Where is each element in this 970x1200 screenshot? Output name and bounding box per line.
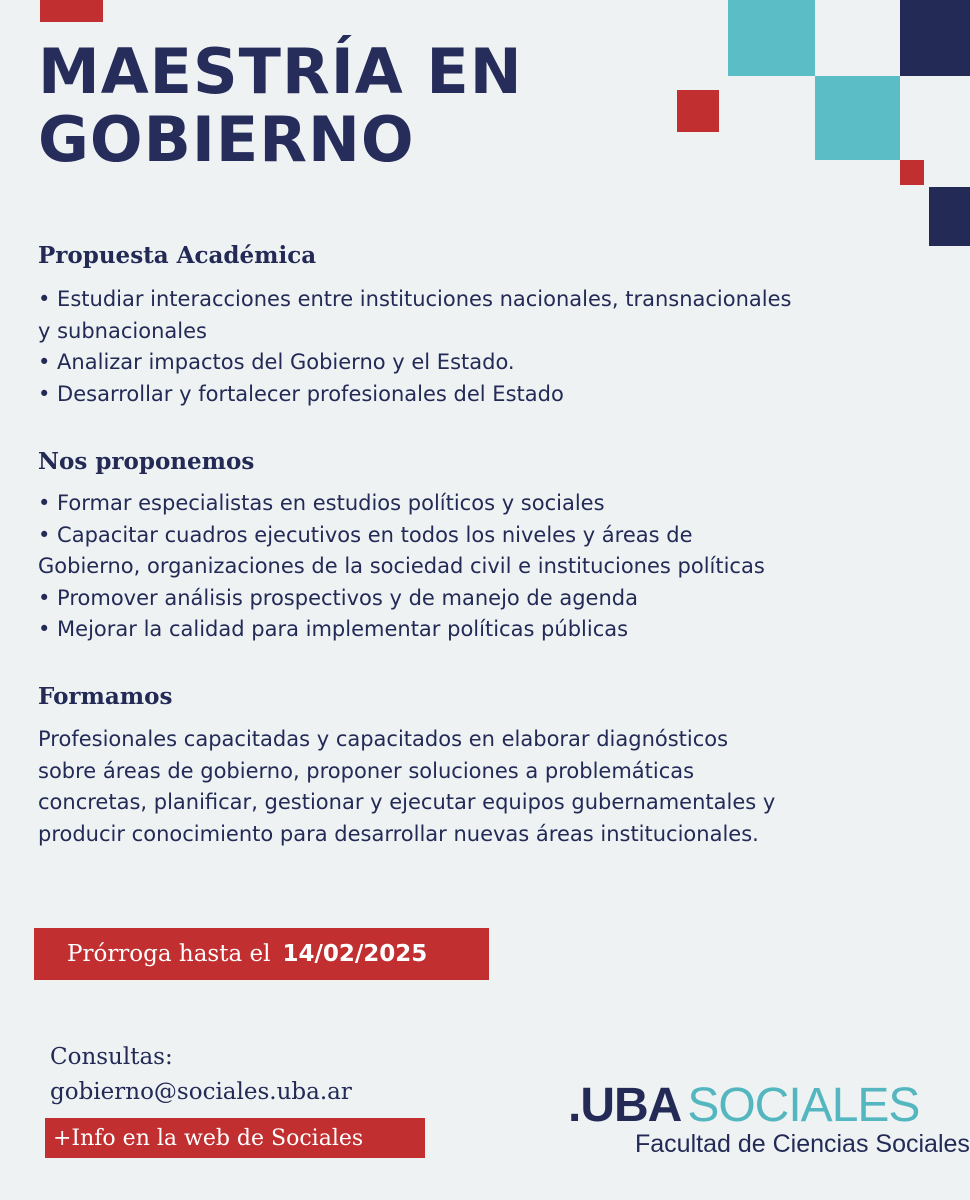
deadline-banner [34,928,489,980]
uba-sociales-logo [568,1078,919,1133]
more-info-button[interactable]: +Info en la web de Sociales [45,1118,425,1158]
heading-nos-proponemos: Nos proponemos [38,448,255,475]
decor-square-red-small [900,160,924,185]
list-item: • Capacitar cuadros ejecutivos en todos los niveles y áreas de [38,522,693,547]
decor-square-navy-1 [900,0,970,76]
list-item: • Promover análisis prospectivos y de manejo de agenda [38,585,638,610]
propuesta-list [38,284,791,410]
decor-square-red-top [40,0,103,22]
heading-propuesta: Propuesta Académica [38,242,317,269]
paragraph-line: sobre áreas de gobierno, proponer soluciones a problemáticas [38,758,695,783]
list-item: • Formar especialistas en estudios políticos y sociales [38,491,605,515]
list-item: • Desarrollar y fortalecer profesionales del Estado [38,381,564,406]
logo-uba-text: .UBA [568,1079,682,1132]
formamos-paragraph [38,724,775,850]
list-item: y subnacionales [38,318,207,343]
decor-square-navy-2 [929,187,970,246]
contact-label: Consultas: [50,1044,173,1070]
decor-square-red-mid [677,90,719,132]
list-item: Gobierno, organizaciones de la sociedad civil e instituciones políticas [38,554,765,578]
paragraph-line: concretas, planificar, gestionar y ejecutar equipos gubernamentales y [38,790,776,814]
title-line-2: GOBIERNO [38,103,415,176]
contact-email-link[interactable]: gobierno@sociales.uba.ar [50,1079,352,1105]
paragraph-line: Profesionales capacitadas y capacitados en elaborar diagnósticos [38,727,729,751]
deadline-date: 14/02/2025 [282,941,428,967]
deadline-label: Prórroga hasta el [67,941,271,967]
nos-proponemos-list [38,488,765,646]
logo-subtitle: Facultad de Ciencias Sociales [635,1130,970,1158]
page-title [38,35,523,176]
decor-square-teal-1 [728,0,815,76]
list-item: • Analizar impactos del Gobierno y el Estado. [38,350,515,374]
decor-square-teal-2 [815,76,900,160]
heading-formamos: Formamos [38,683,173,710]
paragraph-line: producir conocimiento para desarrollar nuevas áreas institucionales. [38,821,759,846]
title-line-1: MAESTRÍA EN [38,35,523,108]
list-item: • Estudiar interacciones entre instituciones nacionales, transnacionales [38,287,792,311]
logo-sociales-text: SOCIALES [687,1079,920,1132]
list-item: • Mejorar la calidad para implementar políticas públicas [38,617,629,641]
